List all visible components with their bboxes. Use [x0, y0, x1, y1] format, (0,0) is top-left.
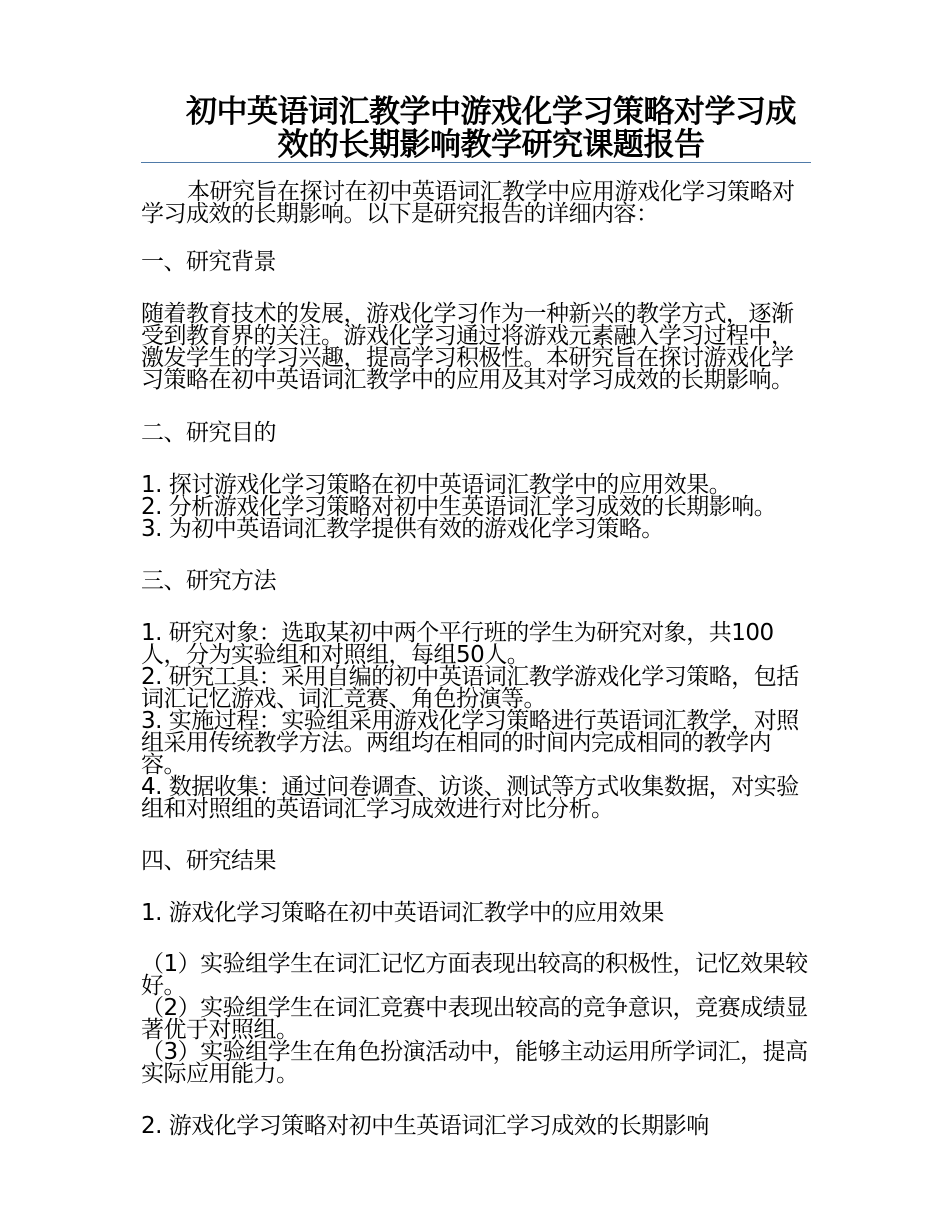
list-item: 3. 实施过程：实验组采用游戏化学习策略进行英语词汇教学，对照组采用传统教学方法。两组均在相同的时间内完成相同的教学内容。 [141, 708, 799, 778]
results-subheading-longterm: 2. 游戏化学习策略对初中生英语词汇学习成效的长期影响 [141, 1113, 709, 1139]
list-item: 3. 为初中英语词汇教学提供有效的游戏化学习策略。 [141, 516, 664, 542]
report-title: 初中英语词汇教学中游戏化学习策略对学习成效的长期影响教学研究课题报告 [186, 94, 796, 163]
section-heading-purpose: 二、研究目的 [141, 420, 276, 446]
section-heading-background: 一、研究背景 [141, 249, 276, 275]
results-subheading-application: 1. 游戏化学习策略在初中英语词汇教学中的应用效果 [141, 900, 664, 926]
list-item: 4. 数据收集：通过问卷调查、访谈、测试等方式收集数据，对实验组和对照组的英语词汇学习成效进行对比分析。 [141, 774, 799, 822]
list-item: （2）实验组学生在词汇竞赛中表现出较高的竞争意识，竞赛成绩显著优于对照组。 [141, 995, 808, 1043]
document-page [141, 96, 811, 1166]
section-heading-results: 四、研究结果 [141, 848, 276, 874]
list-item: 1. 研究对象：选取某初中两个平行班的学生为研究对象，共100人，分为实验组和对照组，每组50人。 [141, 620, 774, 668]
purpose-list [141, 474, 811, 540]
method-list [141, 622, 811, 820]
list-item: 2. 研究工具：采用自编的初中英语词汇教学游戏化学习策略，包括词汇记忆游戏、词汇竞赛、角色扮演等。 [141, 664, 799, 712]
list-item: （3）实验组学生在角色扮演活动中，能够主动运用所学词汇，提高实际应用能力。 [141, 1039, 808, 1087]
list-item: 1. 探讨游戏化学习策略在初中英语词汇教学中的应用效果。 [141, 472, 732, 498]
background-paragraph: 随着教育技术的发展，游戏化学习作为一种新兴的教学方式，逐渐受到教育界的关注。游戏化学习通过将游戏元素融入学习过程中，激发学生的学习兴趣，提高学习积极性。本研究旨在探讨游戏化学习策略在初中英语词汇教学中的应用及其对学习成效的长期影响。 [141, 301, 794, 393]
list-item: （1）实验组学生在词汇记忆方面表现出较高的积极性，记忆效果较好。 [141, 951, 808, 999]
results-list [141, 953, 811, 1085]
list-item: 2. 分析游戏化学习策略对初中生英语词汇学习成效的长期影响。 [141, 494, 777, 520]
intro-paragraph: 本研究旨在探讨在初中英语词汇教学中应用游戏化学习策略对学习成效的长期影响。以下是研究报告的详细内容： [141, 179, 795, 227]
section-heading-method: 三、研究方法 [141, 568, 276, 594]
